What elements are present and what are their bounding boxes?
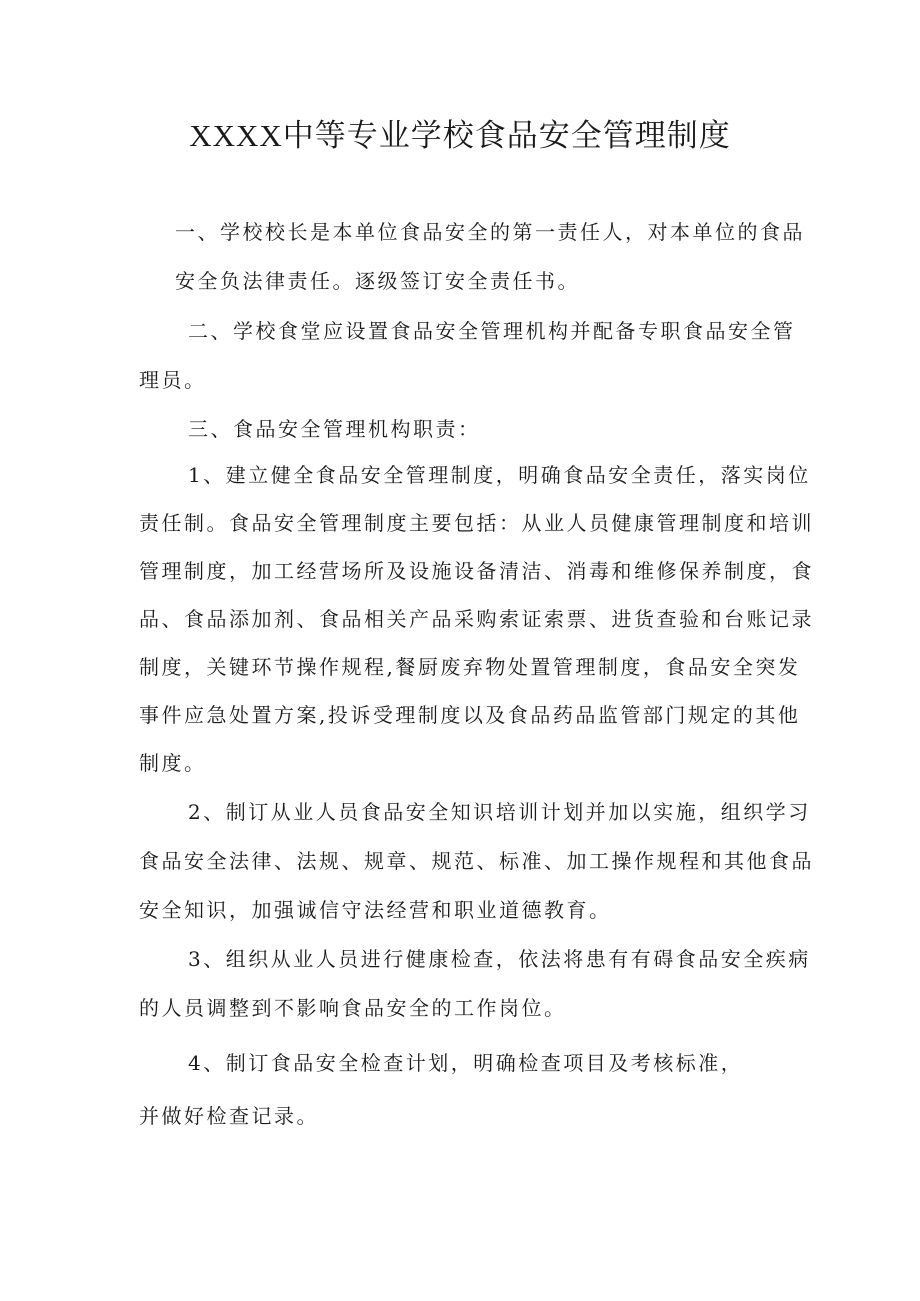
text-line: 制度。: [139, 751, 207, 775]
text-line: 4、制订食品安全检查计划，明确检查项目及考核标准，: [188, 1051, 744, 1075]
text-line: 责任制。食品安全管理制度主要包括：从业人员健康管理制度和培训: [139, 511, 814, 535]
text-line: 事件应急处置方案,投诉受理制度以及食品药品监管部门规定的其他: [139, 703, 801, 727]
text-line: 安全负法律责任。逐级签订安全责任书。: [175, 269, 580, 293]
text-line: 食品安全法律、法规、规章、规范、标准、加工操作规程和其他食品: [139, 849, 814, 873]
text-line: 1、建立健全食品安全管理制度，明确食品安全责任，落实岗位: [188, 463, 811, 487]
text-line: 2、制订从业人员食品安全知识培训计划并加以实施，组织学习: [188, 800, 811, 824]
text-line: 一、学校校长是本单位食品安全的第一责任人，对本单位的食品: [175, 220, 805, 244]
text-line: 制度，关键环节操作规程,餐厨废弃物处置管理制度，食品安全突发: [139, 655, 801, 679]
text-line: 的人员调整到不影响食品安全的工作岗位。: [139, 996, 567, 1020]
text-line: 二、学校食堂应设置食品安全管理机构并配备专职食品安全管: [188, 319, 796, 343]
document-title: XXXX中等专业学校食品安全管理制度: [189, 118, 731, 153]
text-line: 安全知识，加强诚信守法经营和职业道德教育。: [139, 898, 612, 922]
text-line: 并做好检查记录。: [139, 1104, 319, 1128]
text-line: 理员。: [139, 368, 207, 392]
text-line: 品、食品添加剂、食品相关产品采购索证索票、进货查验和台账记录: [139, 607, 814, 631]
text-line: 三、食品安全管理机构职责：: [188, 417, 481, 441]
text-line: 管理制度，加工经营场所及设施设备清洁、消毒和维修保养制度，食: [139, 559, 814, 583]
text-line: 3、组织从业人员进行健康检查，依法将患有有碍食品安全疾病: [188, 947, 811, 971]
